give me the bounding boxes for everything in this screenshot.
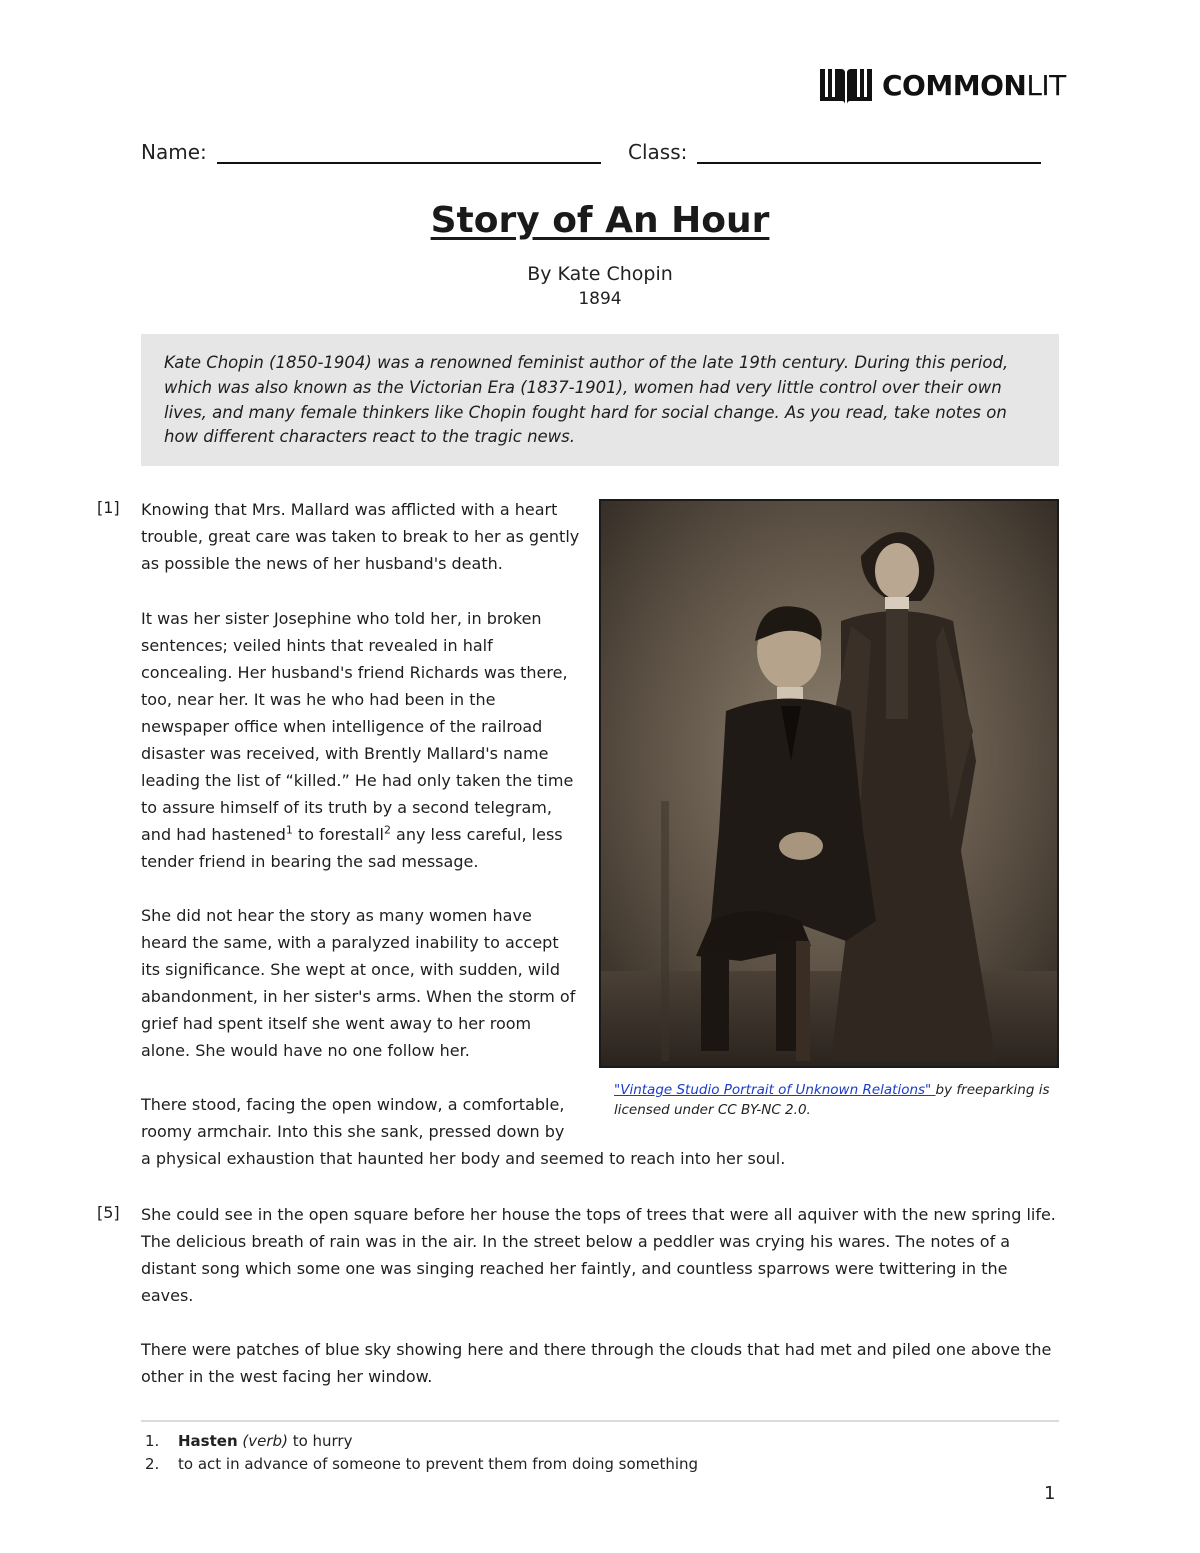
paragraph-number-5: [5] bbox=[97, 1203, 120, 1222]
footnote-ref-2[interactable]: 2 bbox=[383, 823, 391, 837]
logo-wordmark: COMMONLIT bbox=[882, 69, 1066, 102]
name-field[interactable] bbox=[141, 140, 601, 164]
vintage-portrait-photo bbox=[599, 499, 1059, 1068]
footnote-2: 2. to act in advance of someone to prevent them from doing something bbox=[145, 1455, 699, 1473]
portrait-illustration bbox=[601, 501, 1057, 1066]
paragraph-3: She did not hear the story as many women have heard the same, with a paralyzed inability to accept its significance. She wept at once, with sudden, wild abandonment, in her sister's arms. When the storm of grief had spent itself she went away to her room alone. She would have no one follow her. bbox=[141, 906, 576, 1060]
paragraph-5: She could see in the open square before her house the tops of trees that were all aquiver with the new spring life. The delicious breath of rain was in the air. In the street below a peddler was crying his wares. The notes of a distant song which some one was singing reached her faintly, and countless sparrows were twittering in the eaves. bbox=[141, 1205, 1056, 1305]
image-source-link[interactable]: "Vintage Studio Portrait of Unknown Relations" bbox=[614, 1082, 936, 1098]
author-byline: By Kate Chopin bbox=[527, 263, 673, 285]
introduction-text: Kate Chopin (1850-1904) was a renowned feminist author of the late 19th century. During this period, which was also known as the Victorian Era (1837-1901), women had very little control over their own lives, and many female thinkers like Chopin fought hard for social change. As you read, take notes on how different characters react to the tragic news. bbox=[164, 353, 1009, 447]
paragraph-1: Knowing that Mrs. Mallard was afflicted with a heart trouble, great care was taken to break to her as gently as possible the news of her husband's death. bbox=[141, 500, 580, 573]
name-line[interactable] bbox=[217, 140, 601, 164]
paragraph-number-1: [1] bbox=[97, 498, 120, 517]
paragraph-6: There were patches of blue sky showing here and there through the clouds that had met and piled one above the other in the west facing her window. bbox=[141, 1340, 1052, 1386]
class-label: Class: bbox=[628, 140, 688, 164]
paragraph-4-part-1: There stood, facing the open window, a comfortable, roomy armchair. Into this she sank, pressed down by bbox=[141, 1095, 565, 1141]
paragraph-4-part-2: a physical exhaustion that haunted her body and seemed to reach into her soul. bbox=[141, 1149, 786, 1168]
publication-year: 1894 bbox=[578, 289, 622, 309]
image-caption: "Vintage Studio Portrait of Unknown Relations" by freeparking is licensed under CC BY-NC 2.0. bbox=[614, 1082, 1050, 1118]
story-title: Story of An Hour bbox=[430, 200, 770, 241]
footnote-divider bbox=[141, 1420, 1059, 1422]
paragraph-2: It was her sister Josephine who told her, in broken sentences; veiled hints that revealed in half concealing. Her husband's friend Richards was there, too, near her. It was he who had been in the newspaper office when intelligence of the railroad disaster was received, with Brently Mallard's name leading the list of “killed.” He had only taken the time to assure himself of its truth by a second telegram, and had hastened$^1$ to forestall$^2$ any less careful, less tender friend in bearing the sad message. bbox=[141, 609, 574, 871]
page-number: 1 bbox=[1044, 1483, 1056, 1504]
name-label: Name: bbox=[141, 140, 207, 164]
footnote-1: 1. Hasten (verb) to hurry bbox=[145, 1432, 353, 1450]
introduction-box bbox=[141, 334, 1059, 466]
footnote-ref-1[interactable]: 1 bbox=[285, 823, 293, 837]
class-line[interactable] bbox=[697, 140, 1041, 164]
class-field[interactable] bbox=[628, 140, 1041, 164]
commonlit-logo bbox=[818, 64, 1066, 108]
open-book-icon bbox=[818, 65, 874, 107]
